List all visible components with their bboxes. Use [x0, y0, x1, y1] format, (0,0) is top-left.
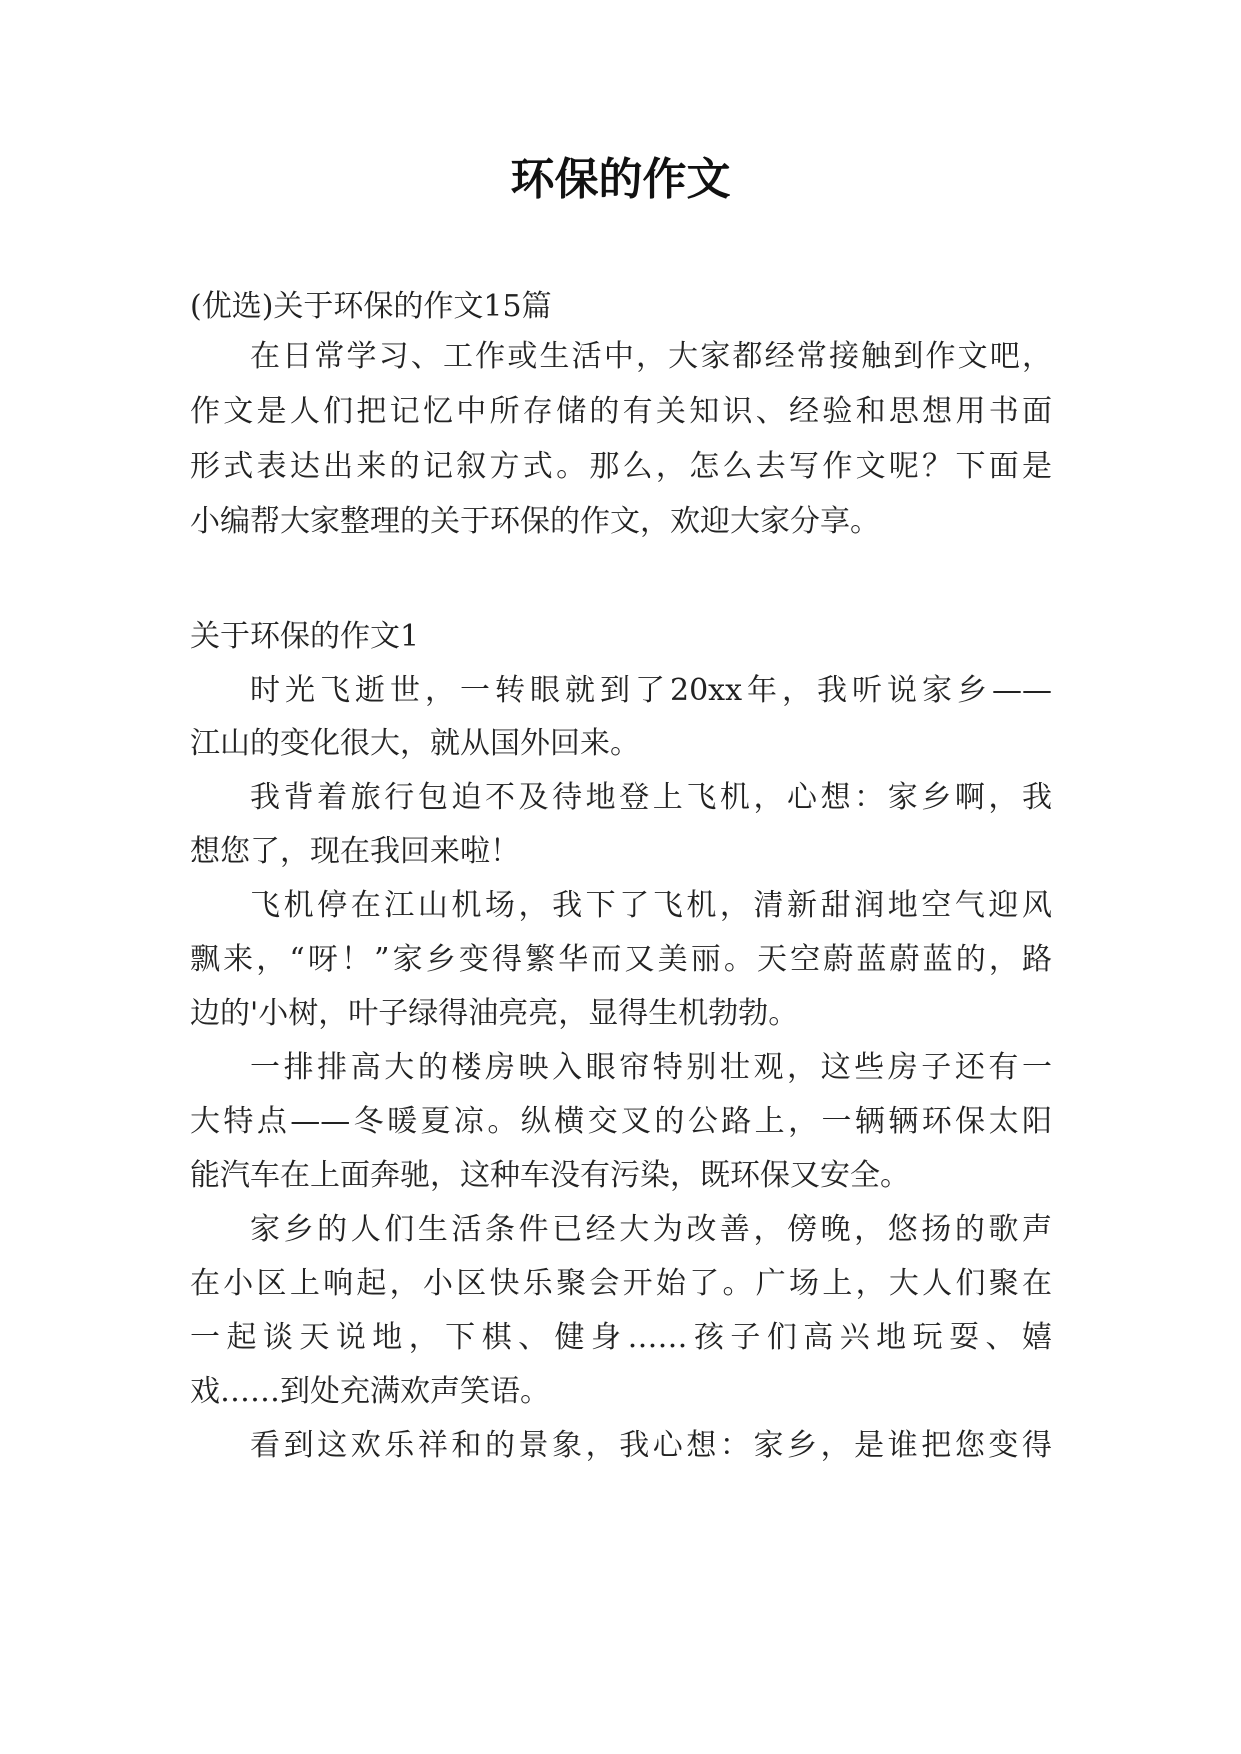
body-line: 能汽车在上面奔驰，这种车没有污染，既环保又安全。: [190, 1158, 910, 1193]
body-line: 想您了，现在我回来啦！: [190, 834, 520, 869]
body-line: 我背着旅行包迫不及待地登上飞机，心想：家乡啊，我: [250, 780, 1052, 815]
body-line: 一起谈天说地，下棋、健身……孩子们高兴地玩耍、嬉: [190, 1320, 1052, 1355]
body-line: 边的'小树，叶子绿得油亮亮，显得生机勃勃。: [190, 996, 799, 1031]
body-line: 飘来，“呀！”家乡变得繁华而又美丽。天空蔚蓝蔚蓝的，路: [190, 942, 1052, 977]
body-line: 在小区上响起，小区快乐聚会开始了。广场上，大人们聚在: [190, 1266, 1052, 1301]
body-line: 江山的变化很大，就从国外回来。: [190, 726, 640, 761]
document-title: 环保的作文: [510, 154, 731, 205]
intro-line: 小编帮大家整理的关于环保的作文，欢迎大家分享。: [190, 504, 880, 539]
body-line: 一排排高大的楼房映入眼帘特别壮观，这些房子还有一: [250, 1050, 1052, 1085]
body-line: 大特点——冬暖夏凉。纵横交叉的公路上，一辆辆环保太阳: [190, 1104, 1052, 1139]
body-line: 家乡的人们生活条件已经大为改善，傍晚，悠扬的歌声: [250, 1212, 1052, 1247]
body-line: 时光飞逝世，一转眼就到了20xx年，我听说家乡——: [250, 673, 1052, 708]
section-heading: 关于环保的作文1: [190, 619, 420, 654]
document-subtitle: (优选)关于环保的作文15篇: [190, 289, 552, 324]
body-line: 戏……到处充满欢声笑语。: [190, 1374, 550, 1409]
body-line: 看到这欢乐祥和的景象，我心想：家乡，是谁把您变得: [250, 1428, 1052, 1463]
body-line: 飞机停在江山机场，我下了飞机，清新甜润地空气迎风: [250, 888, 1052, 923]
intro-line: 形式表达出来的记叙方式。那么，怎么去写作文呢？下面是: [190, 449, 1052, 484]
intro-line: 在日常学习、工作或生活中，大家都经常接触到作文吧，: [250, 339, 1052, 374]
intro-line: 作文是人们把记忆中所存储的有关知识、经验和思想用书面: [190, 394, 1052, 429]
